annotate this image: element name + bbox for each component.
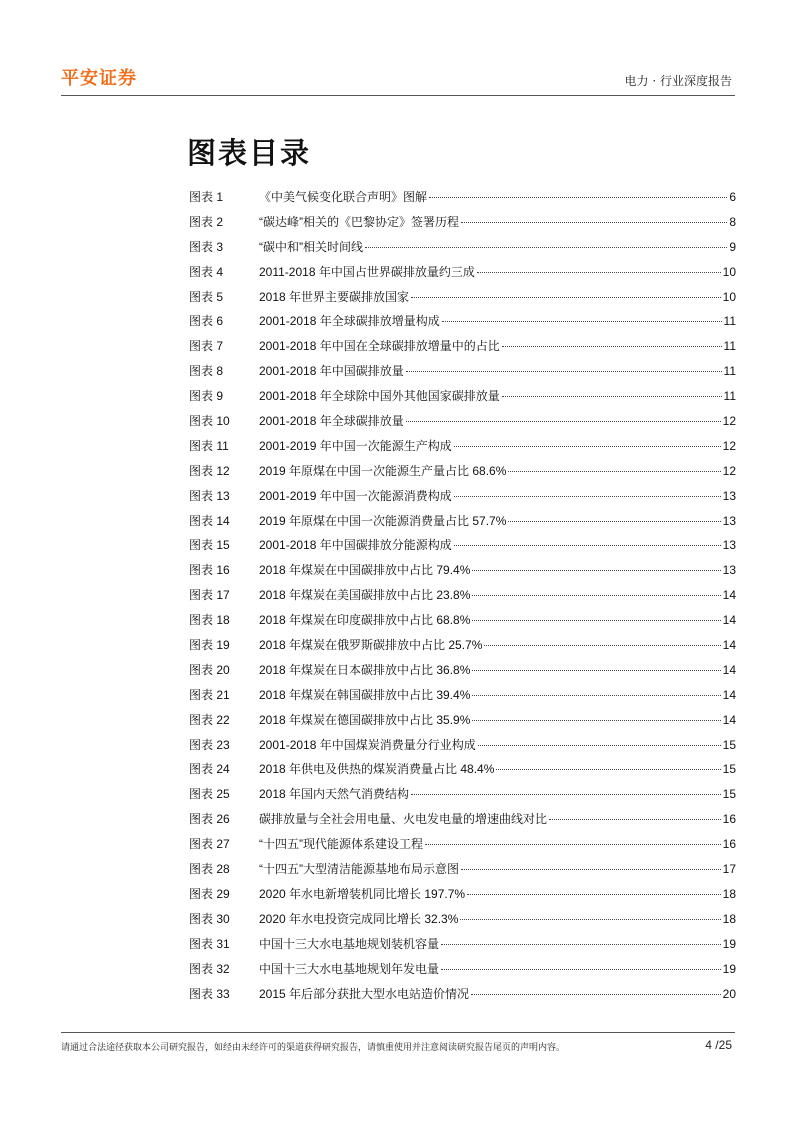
toc-entry-title: “十四五”大型清洁能源基地布局示意图 (259, 862, 459, 877)
toc-entry-title: 2001-2018 年中国碳排放分能源构成 (259, 538, 452, 553)
toc-dot-leader (406, 371, 722, 372)
toc-entry-title: 2018 年煤炭在俄罗斯碳排放中占比 25.7% (259, 638, 483, 653)
toc-entry-label: 图表 8 (189, 364, 224, 379)
toc-entry-page: 19 (722, 936, 736, 951)
toc-entry[interactable] (189, 264, 736, 289)
toc-entry-title: 2015 年后部分获批大型水电站造价情况 (259, 986, 470, 1001)
header-divider (61, 95, 735, 96)
toc-entry-label: 图表 10 (189, 414, 230, 429)
toc-entry-title: 2001-2019 年中国一次能源生产构成 (259, 438, 452, 453)
toc-dot-leader (442, 321, 722, 322)
toc-entry-label: 图表 15 (189, 538, 230, 553)
toc-entry-title: “十四五”现代能源体系建设工程 (259, 837, 423, 852)
toc-dot-leader (454, 446, 721, 447)
toc-entry-label: 图表 12 (189, 463, 230, 478)
toc-entry-label: 图表 1 (189, 190, 224, 204)
toc-entry-label: 图表 30 (189, 911, 230, 926)
toc-entry-page: 11 (723, 339, 736, 354)
toc-entry[interactable] (189, 338, 736, 363)
toc-dot-leader (472, 695, 720, 696)
toc-entry[interactable] (189, 612, 736, 637)
toc-entry[interactable] (189, 239, 736, 264)
toc-entry-page: 15 (722, 787, 736, 802)
toc-entry[interactable] (189, 562, 736, 587)
toc-entry-label: 图表 9 (189, 389, 224, 404)
toc-entry-label: 图表 31 (189, 936, 230, 951)
toc-entry[interactable] (189, 961, 736, 986)
toc-entry-title: 中国十三大水电基地规划年发电量 (259, 961, 440, 976)
toc-entry-title: 2001-2018 年中国碳排放量 (259, 364, 404, 379)
toc-entry-page: 17 (722, 862, 736, 877)
toc-entry-title: 2018 年煤炭在德国碳排放中占比 35.9% (259, 712, 471, 727)
toc-entry-page: 10 (722, 289, 736, 304)
report-category: 电力 · 行业深度报告 (624, 74, 732, 88)
toc-entry[interactable] (189, 637, 736, 662)
toc-entry-label: 图表 13 (189, 488, 230, 503)
toc-dot-leader (477, 272, 721, 273)
toc-entry-label: 图表 16 (189, 563, 230, 578)
toc-entry-title: 2018 年煤炭在美国碳排放中占比 23.8% (259, 588, 471, 603)
toc-entry-label: 图表 21 (189, 687, 230, 702)
toc-entry-label: 图表 28 (189, 862, 230, 877)
toc-entry[interactable] (189, 737, 736, 762)
toc-entry-label: 图表 23 (189, 737, 230, 752)
toc-entry-page: 18 (722, 886, 736, 901)
company-logo: 平安证券 (61, 68, 137, 89)
toc-entry-page: 11 (723, 389, 736, 404)
toc-entry[interactable] (189, 936, 736, 961)
toc-entry-title: “碳达峰”相关的《巴黎协定》签署历程 (259, 214, 459, 229)
toc-entry-title: 中国十三大水电基地规划装机容量 (259, 936, 440, 951)
toc-entry[interactable] (189, 836, 736, 861)
toc-entry-page: 14 (722, 712, 736, 727)
toc-dot-leader (441, 969, 721, 970)
toc-entry-label: 图表 18 (189, 613, 230, 628)
toc-entry[interactable] (189, 413, 736, 438)
toc-dot-leader (472, 620, 720, 621)
toc-entry-page: 13 (722, 538, 736, 553)
toc-entry-title: 2020 年水电投资完成同比增长 32.3% (259, 911, 459, 926)
toc-dot-leader (484, 645, 720, 646)
toc-entry-page: 14 (722, 613, 736, 628)
toc-dot-leader (454, 545, 721, 546)
toc-dot-leader (365, 247, 727, 248)
toc-entry-title: “碳中和”相关时间线 (259, 239, 363, 254)
toc-entry[interactable] (189, 363, 736, 388)
toc-entry-title: 2019 年原煤在中国一次能源消费量占比 57.7% (259, 513, 507, 528)
toc-entry-label: 图表 33 (189, 986, 230, 1001)
toc-entry-title: 2001-2018 年全球除中国外其他国家碳排放量 (259, 389, 500, 404)
toc-entry-title: 2001-2018 年全球碳排放量 (259, 414, 404, 429)
toc-dot-leader (425, 844, 721, 845)
toc-entry-page: 14 (722, 662, 736, 677)
toc-entry-title: 2001-2018 年全球碳排放增量构成 (259, 314, 440, 329)
toc-dot-leader (496, 769, 720, 770)
toc-entry-label: 图表 11 (189, 438, 229, 453)
toc-entry[interactable] (189, 761, 736, 786)
toc-entry-label: 图表 22 (189, 712, 230, 727)
toc-entry-title: 2020 年水电新增装机同比增长 197.7% (259, 886, 466, 901)
toc-entry-label: 图表 6 (189, 314, 224, 329)
toc-dot-leader (411, 794, 721, 795)
toc-entry-title: 《中美气候变化联合声明》图解 (259, 190, 428, 204)
toc-entry[interactable] (189, 811, 736, 836)
toc-dot-leader (502, 396, 722, 397)
toc-entry-label: 图表 5 (189, 289, 224, 304)
toc-entry-title: 2001-2018 年中国煤炭消费量分行业构成 (259, 737, 476, 752)
toc-dot-leader (478, 745, 721, 746)
toc-dot-leader (471, 994, 721, 995)
toc-entry[interactable] (189, 289, 736, 314)
toc-entry-title: 碳排放量与全社会用电量、火电发电量的增速曲线对比 (259, 812, 548, 827)
toc-entry-page: 12 (722, 463, 736, 478)
figure-list (189, 189, 736, 1010)
toc-dot-leader (472, 570, 720, 571)
toc-entry[interactable] (189, 388, 736, 413)
toc-entry-page: 15 (722, 737, 736, 752)
page-number: 4 /25 (705, 1038, 732, 1052)
toc-entry-page: 9 (729, 239, 736, 254)
toc-entry-label: 图表 4 (189, 264, 224, 279)
toc-dot-leader (441, 944, 721, 945)
toc-entry-page: 13 (722, 563, 736, 578)
toc-entry-title: 2018 年煤炭在中国碳排放中占比 79.4% (259, 563, 471, 578)
toc-dot-leader (461, 869, 721, 870)
toc-dot-leader (472, 720, 720, 721)
toc-entry[interactable] (189, 537, 736, 562)
toc-entry-page: 20 (722, 986, 736, 1001)
toc-dot-leader (461, 222, 727, 223)
toc-entry-label: 图表 19 (189, 638, 230, 653)
toc-entry-page: 13 (722, 513, 736, 528)
toc-entry-page: 16 (722, 837, 736, 852)
toc-dot-leader (502, 346, 722, 347)
toc-entry[interactable] (189, 189, 736, 214)
toc-entry-label: 图表 24 (189, 762, 230, 777)
toc-entry[interactable] (189, 463, 736, 488)
toc-entry[interactable] (189, 662, 736, 687)
toc-entry-page: 11 (723, 314, 736, 329)
toc-entry-page: 12 (722, 414, 736, 429)
toc-entry-label: 图表 32 (189, 961, 230, 976)
toc-entry-page: 15 (722, 762, 736, 777)
toc-entry[interactable] (189, 488, 736, 513)
toc-entry-title: 2019 年原煤在中国一次能源生产量占比 68.6% (259, 463, 507, 478)
toc-entry-page: 10 (722, 264, 736, 279)
footer-divider (61, 1032, 735, 1033)
toc-entry-label: 图表 2 (189, 214, 224, 229)
toc-entry[interactable] (189, 513, 736, 538)
toc-entry-title: 2018 年供电及供热的煤炭消费量占比 48.4% (259, 762, 495, 777)
toc-dot-leader (508, 471, 720, 472)
toc-dot-leader (467, 894, 721, 895)
toc-entry-label: 图表 27 (189, 837, 230, 852)
toc-entry[interactable] (189, 438, 736, 463)
toc-entry-label: 图表 29 (189, 886, 230, 901)
toc-dot-leader (406, 421, 721, 422)
toc-entry-page: 19 (722, 961, 736, 976)
toc-entry-page: 12 (722, 438, 736, 453)
toc-entry-label: 图表 25 (189, 787, 230, 802)
toc-entry-page: 14 (722, 588, 736, 603)
toc-dot-leader (549, 819, 721, 820)
toc-entry-title: 2018 年煤炭在印度碳排放中占比 68.8% (259, 613, 471, 628)
toc-dot-leader (508, 521, 720, 522)
toc-dot-leader (411, 297, 721, 298)
toc-dot-leader (460, 919, 720, 920)
toc-entry-label: 图表 20 (189, 662, 230, 677)
toc-entry-title: 2018 年煤炭在韩国碳排放中占比 39.4% (259, 687, 471, 702)
toc-entry-title: 2018 年国内天然气消费结构 (259, 787, 410, 802)
toc-entry-label: 图表 26 (189, 812, 230, 827)
toc-entry[interactable] (189, 886, 736, 911)
toc-entry-title: 2018 年世界主要碳排放国家 (259, 289, 410, 304)
toc-entry[interactable] (189, 786, 736, 811)
toc-dot-leader (472, 595, 720, 596)
toc-dot-leader (454, 496, 721, 497)
toc-dot-leader (429, 197, 727, 198)
page-title: 图表目录 (187, 136, 312, 170)
toc-entry[interactable] (189, 214, 736, 239)
toc-entry[interactable] (189, 911, 736, 936)
toc-entry-label: 图表 3 (189, 239, 224, 254)
toc-entry-page: 14 (722, 687, 736, 702)
footer-disclaimer: 请通过合法途径获取本公司研究报告，如经由未经许可的渠道获得研究报告，请慎重使用并注意阅读研究报告尾页的声明内容。 (61, 1043, 566, 1053)
toc-entry-title: 2001-2019 年中国一次能源消费构成 (259, 488, 452, 503)
toc-entry-page: 16 (722, 812, 736, 827)
toc-entry-page: 18 (722, 911, 736, 926)
toc-entry-page: 6 (729, 190, 736, 204)
toc-entry-label: 图表 14 (189, 513, 230, 528)
toc-entry-page: 11 (723, 364, 736, 379)
toc-entry[interactable] (189, 687, 736, 712)
toc-entry-title: 2001-2018 年中国在全球碳排放增量中的占比 (259, 339, 500, 354)
toc-entry-page: 14 (722, 638, 736, 653)
toc-entry-title: 2018 年煤炭在日本碳排放中占比 36.8% (259, 662, 471, 677)
toc-dot-leader (472, 670, 720, 671)
toc-entry-page: 13 (722, 488, 736, 503)
toc-entry[interactable] (189, 712, 736, 737)
toc-entry-label: 图表 7 (189, 339, 224, 354)
toc-entry-page: 8 (729, 214, 736, 229)
toc-entry[interactable] (189, 861, 736, 886)
toc-entry[interactable] (189, 587, 736, 612)
toc-entry-title: 2011-2018 年中国占世界碳排放量约三成 (259, 264, 475, 279)
toc-entry[interactable] (189, 313, 736, 338)
toc-entry[interactable] (189, 986, 736, 1011)
toc-entry-label: 图表 17 (189, 588, 230, 603)
